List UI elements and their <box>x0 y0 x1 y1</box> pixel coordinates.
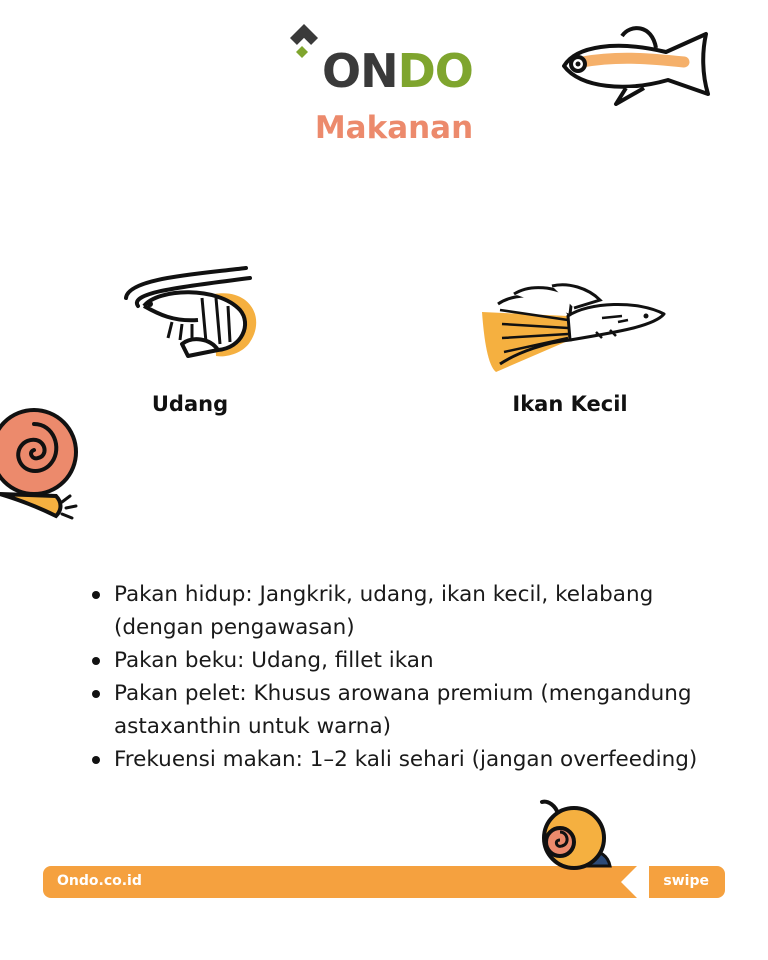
feeding-list <box>88 578 708 776</box>
item-label-ikan-kecil: Ikan Kecil <box>512 392 628 416</box>
footer-site-link[interactable]: Ondo.co.id <box>57 873 142 889</box>
swipe-label[interactable]: swipe <box>663 873 709 889</box>
item-label-udang: Udang <box>151 392 229 416</box>
shrimp-icon <box>118 258 268 368</box>
snail-small-icon <box>528 798 614 870</box>
snail-icon <box>0 404 82 522</box>
page-title: Makanan <box>314 110 474 146</box>
logo-wordmark: ONDO <box>322 44 473 98</box>
list-item: Pakan beku: Udang, fillet ikan <box>88 644 708 677</box>
swipe-arrow-icon <box>609 862 649 902</box>
list-item: Pakan pelet: Khusus arowana premium (mengandung astaxanthin untuk warna) <box>88 677 708 743</box>
list-item: Pakan hidup: Jangkrik, udang, ikan kecil, kelabang (dengan pengawasan) <box>88 578 708 644</box>
list-item: Frekuensi makan: 1–2 kali sehari (jangan overfeeding) <box>88 743 708 776</box>
neon-tetra-fish-icon <box>556 18 726 108</box>
footer-bar <box>43 866 725 898</box>
guppy-fish-icon <box>478 280 668 380</box>
brand-logo <box>288 22 488 102</box>
